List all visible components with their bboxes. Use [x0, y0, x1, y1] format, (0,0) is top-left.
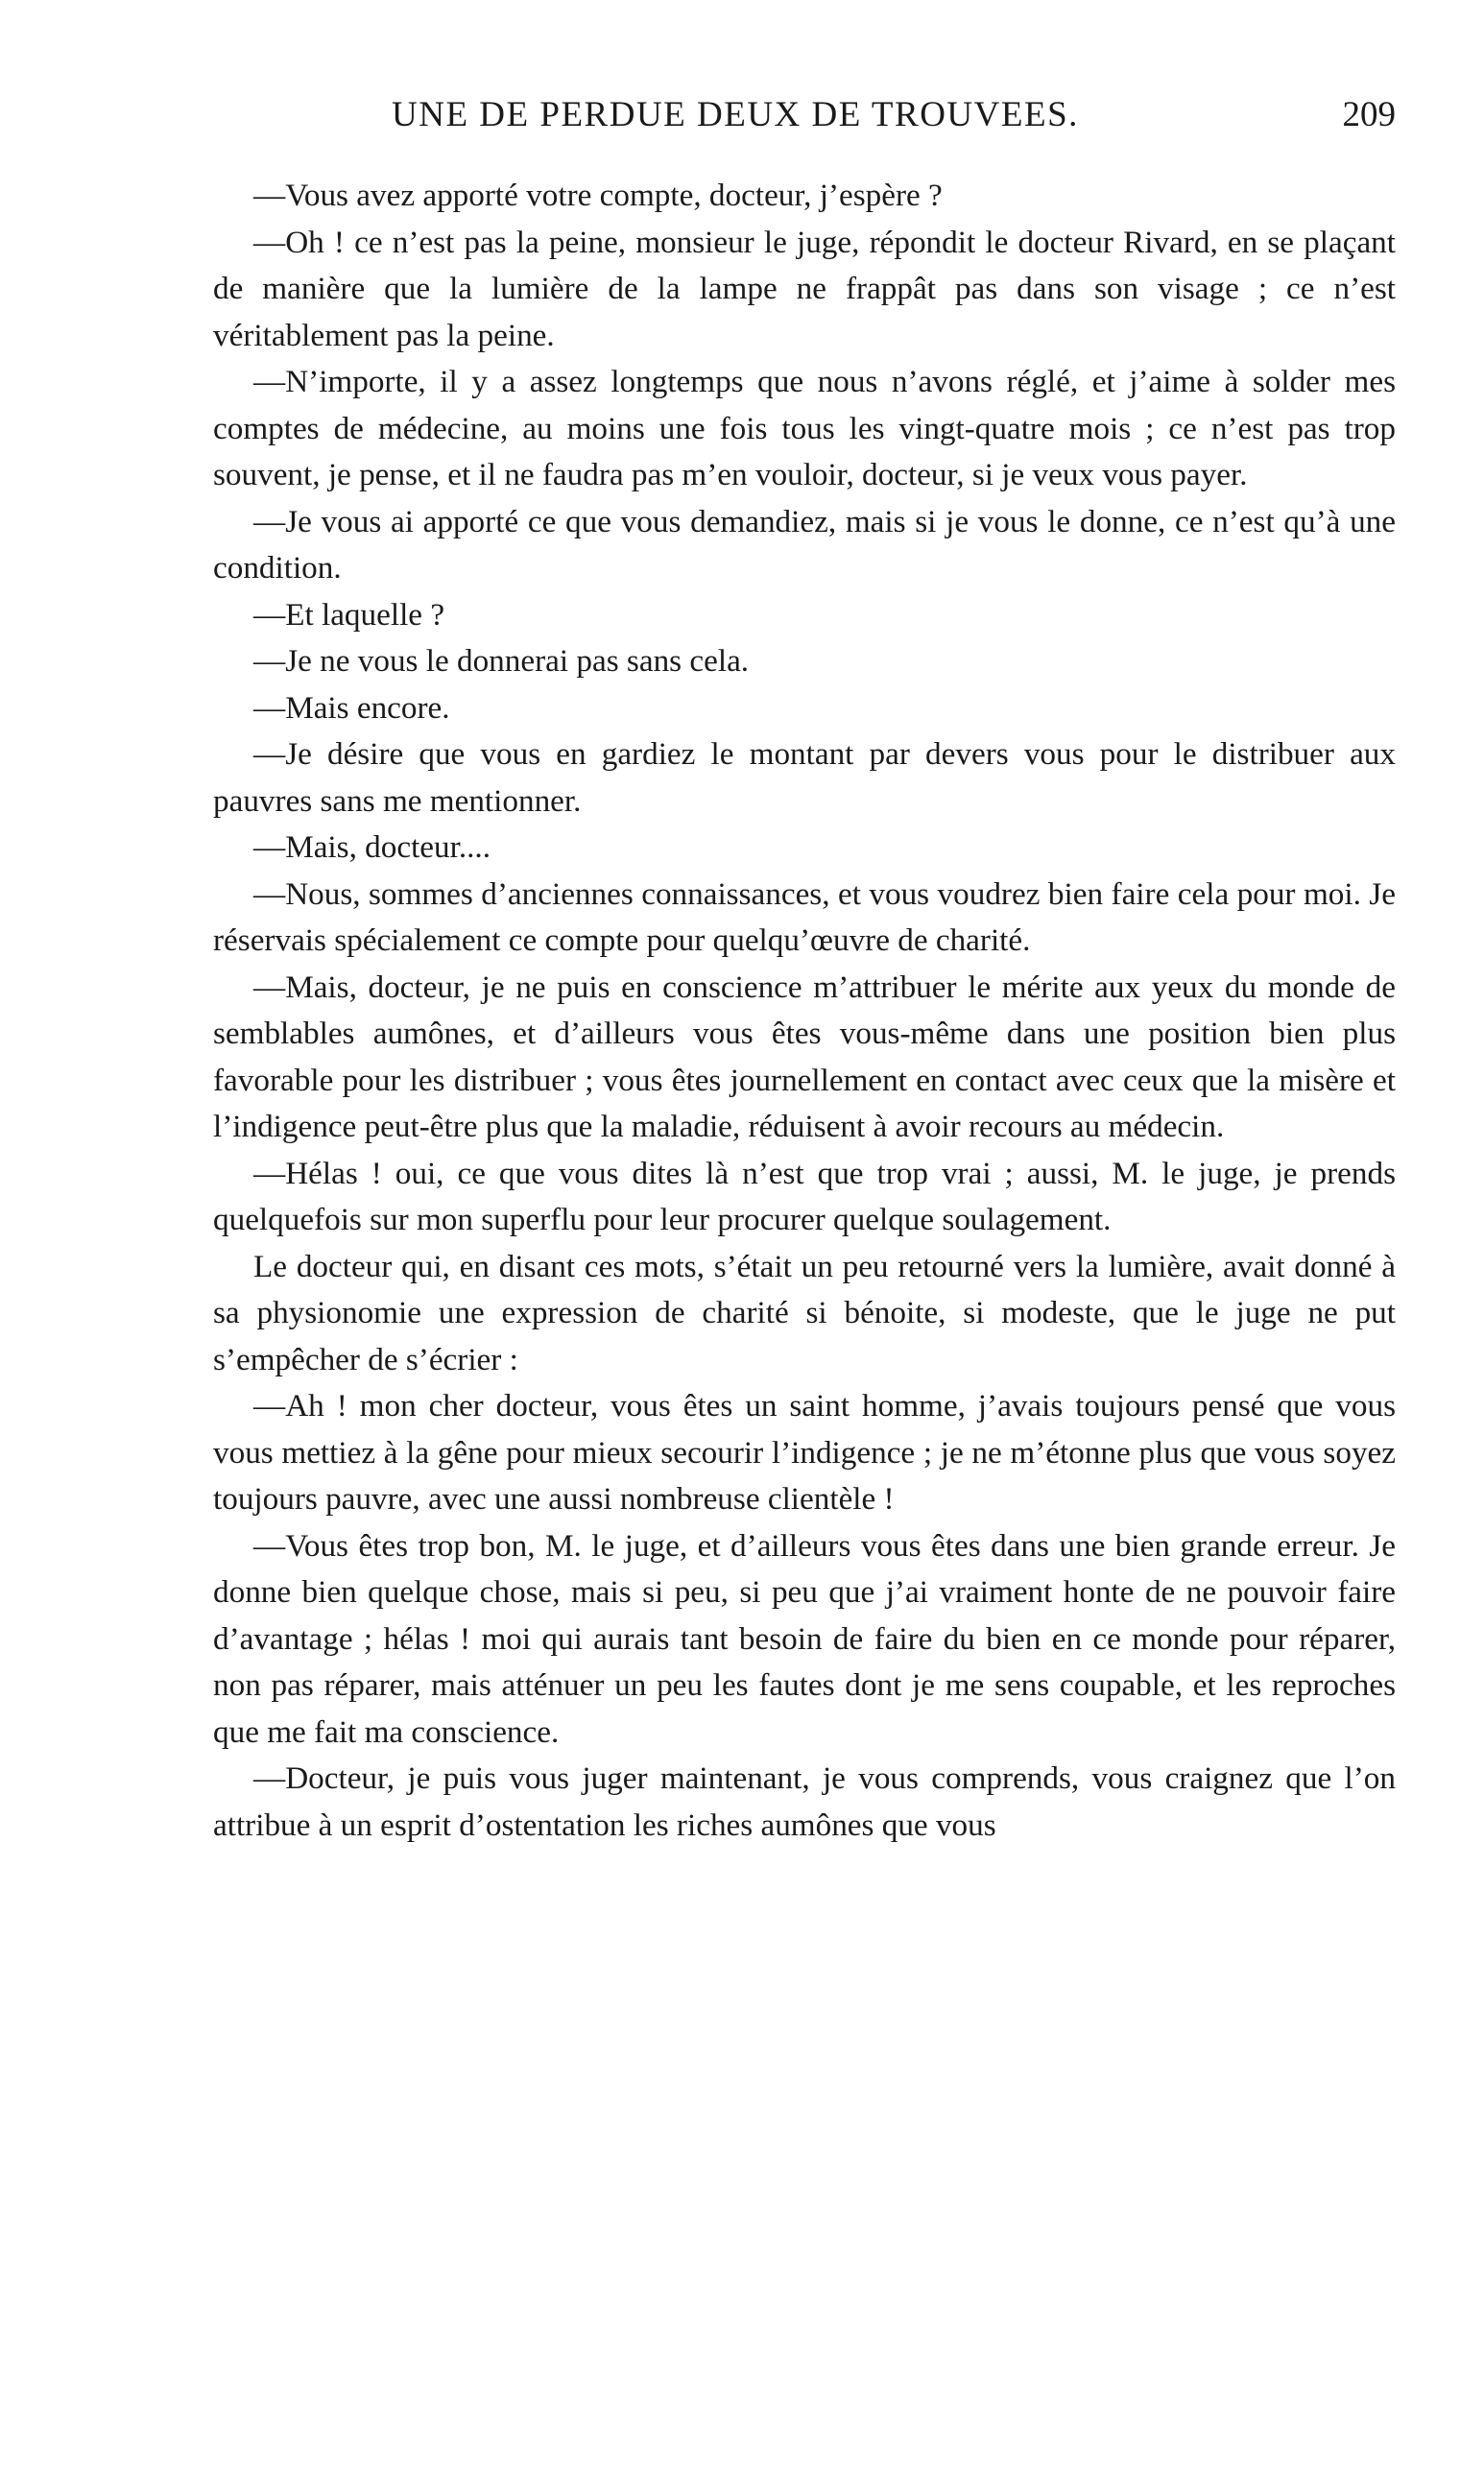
paragraph: —Je ne vous le donnerai pas sans cela. [253, 643, 750, 679]
body-text [213, 173, 1396, 1849]
paragraph: —Et laquelle ? [253, 596, 445, 633]
paragraph: —Vous avez apporté votre compte, docteur, j’espère ? [253, 178, 943, 213]
paragraph: —N’importe, il y a assez longtemps que nous n’avons réglé, et j’aime à solder mes comptes de médecine, au moins une fois tous les vingt-quatre mois ; ce n’est pas trop souvent, je pense, et il ne faudra pas m’en vouloir, docteur, si je veux vous payer. [213, 364, 1396, 492]
paragraph: —Nous, sommes d’anciennes connaissances, et vous voudrez bien faire cela pour moi. Je réservais spécialement ce compte pour quelqu’œuvre de charité. [213, 875, 1396, 958]
paragraph: —Mais, docteur.... [253, 829, 491, 865]
paragraph: —Docteur, je puis vous juger maintenant, je vous comprends, vous craignez que l’on attribue à un esprit d’ostentation les riches aumônes que vous [213, 1760, 1396, 1843]
paragraph: —Je désire que vous en gardiez le montant par devers vous pour le distribuer aux pauvres sans me mentionner. [213, 736, 1396, 819]
paragraph: Le docteur qui, en disant ces mots, s’était un peu retourné vers la lumière, avait donné à sa physionomie une expression de charité si bénoite, si modeste, que le juge ne put s’empêcher de s’écrier : [213, 1248, 1396, 1377]
paragraph: —Mais encore. [253, 689, 450, 726]
paragraph: —Vous êtes trop bon, M. le juge, et d’ailleurs vous êtes dans une bien grande erreur. Je donne bien quelque chose, mais si peu, si peu que j’ai vraiment honte de ne pouvoir faire d’avantage ; hélas ! moi qui aurais tant besoin de faire du bien en ce monde pour réparer, non pas réparer, mais atténuer un peu les fautes dont je me sens coupable, et les reproches que me fait ma conscience. [213, 1527, 1396, 1750]
page-number: 209 [1342, 95, 1396, 134]
running-title: UNE DE PERDUE DEUX DE TROUVEES. [392, 95, 1079, 134]
page-header [213, 94, 1396, 138]
paragraph: —Oh ! ce n’est pas la peine, monsieur le juge, répondit le docteur Rivard, en se plaçant de manière que la lumière de la lampe ne frappât pas dans son visage ; ce n’est véritablement pas la peine. [213, 224, 1396, 353]
paragraph: —Je vous ai apporté ce que vous demandiez, mais si je vous le donne, ce n’est qu’à une condition. [213, 503, 1396, 586]
paragraph: —Mais, docteur, je ne puis en conscience m’attribuer le mérite aux yeux du monde de semblables aumônes, et d’ailleurs vous êtes vous-même dans une position bien plus favorable pour les distribuer ; vous êtes journellement en contact avec ceux que la misère et l’indigence peut-être plus que la maladie, réduisent à avoir recours au médecin. [213, 969, 1396, 1144]
paragraph: —Hélas ! oui, ce que vous dites là n’est que trop vrai ; aussi, M. le juge, je prends quelquefois sur mon superflu pour leur procurer quelque soulagement. [213, 1155, 1396, 1237]
paragraph: —Ah ! mon cher docteur, vous êtes un saint homme, j’avais toujours pensé que vous vous mettiez à la gêne pour mieux secourir l’indigence ; je ne m’étonne plus que vous soyez toujours pauvre, avec une aussi nombreuse clientèle ! [213, 1388, 1396, 1517]
